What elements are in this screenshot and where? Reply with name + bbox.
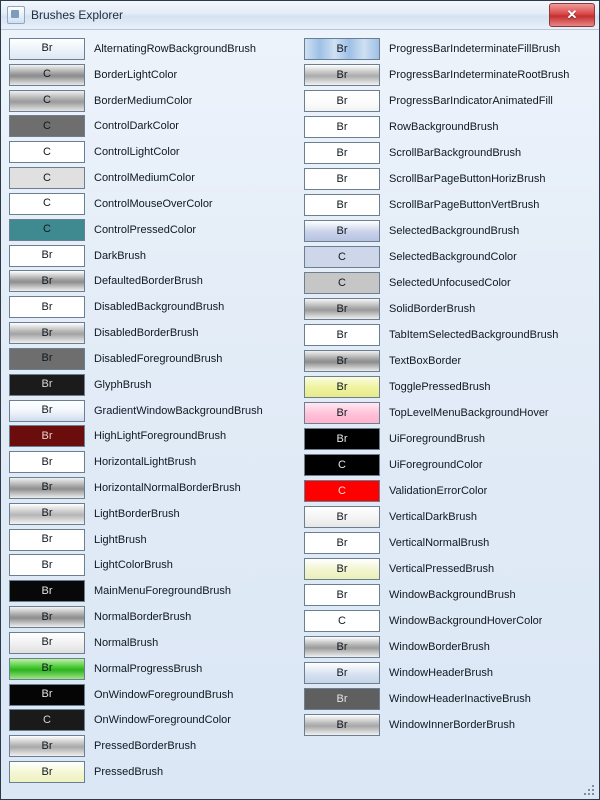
brush-name-label: OnWindowForegroundColor — [94, 714, 231, 727]
brush-row[interactable] — [300, 140, 595, 166]
brush-swatch: Br — [304, 116, 380, 138]
brush-swatch: Br — [304, 376, 380, 398]
brush-name-label: ProgressBarIndeterminateFillBrush — [389, 43, 561, 55]
brush-row[interactable] — [300, 296, 595, 322]
brush-row[interactable] — [300, 36, 595, 62]
brush-name-label: WindowHeaderBrush — [389, 667, 493, 679]
brush-row[interactable] — [5, 398, 300, 424]
brush-name-label: LightColorBrush — [94, 559, 173, 572]
brush-row[interactable] — [5, 372, 300, 398]
brush-row[interactable] — [5, 553, 300, 579]
brush-row[interactable] — [5, 733, 300, 759]
brush-swatch: Br — [304, 402, 380, 424]
brush-name-label: GradientWindowBackgroundBrush — [94, 404, 263, 417]
brush-name-label: DefaultedBorderBrush — [94, 275, 203, 288]
brush-row[interactable] — [5, 320, 300, 346]
brush-swatch: Br — [9, 554, 85, 576]
brush-row[interactable] — [300, 530, 595, 556]
brush-row[interactable] — [300, 686, 595, 712]
brush-name-label: SelectedBackgroundBrush — [389, 225, 520, 237]
brush-name-label: ControlMouseOverColor — [94, 197, 213, 210]
brush-swatch: C — [9, 90, 85, 112]
brush-name-label: NormalProgressBrush — [94, 662, 203, 675]
brush-name-label: WindowBackgroundBrush — [389, 589, 516, 601]
close-button[interactable]: ✕ — [549, 3, 595, 27]
brush-swatch: Br — [304, 662, 380, 684]
brush-swatch: Br — [9, 580, 85, 602]
brush-name-label: UiForegroundColor — [389, 459, 483, 471]
brush-row[interactable] — [5, 294, 300, 320]
brush-row[interactable] — [300, 400, 595, 426]
brush-name-label: PressedBrush — [94, 766, 164, 779]
brush-swatch: C — [9, 219, 85, 241]
brush-name-label: VerticalDarkBrush — [389, 511, 478, 523]
brush-name-label: ControlLightColor — [94, 146, 180, 159]
brush-name-label: GlyphBrush — [94, 378, 152, 391]
brush-swatch: Br — [304, 714, 380, 736]
brush-name-label: ControlDarkColor — [94, 120, 179, 133]
brush-list — [1, 30, 599, 785]
brush-name-label: HorizontalNormalBorderBrush — [94, 481, 241, 494]
brush-swatch: Br — [304, 142, 380, 164]
brush-name-label: DisabledBackgroundBrush — [94, 301, 225, 314]
brush-name-label: VerticalNormalBrush — [389, 537, 490, 549]
brush-row[interactable] — [300, 322, 595, 348]
brush-name-label: LightBorderBrush — [94, 507, 180, 520]
brush-name-label: TextBoxBorder — [389, 355, 462, 367]
brush-swatch: Br — [304, 350, 380, 372]
brush-name-label: DisabledBorderBrush — [94, 327, 199, 340]
brush-name-label: WindowBorderBrush — [389, 641, 490, 653]
brush-swatch: Br — [9, 296, 85, 318]
brush-row[interactable] — [300, 504, 595, 530]
brush-row[interactable] — [300, 374, 595, 400]
brush-name-label: BorderMediumColor — [94, 94, 193, 107]
brush-row[interactable] — [300, 712, 595, 738]
brush-row[interactable] — [300, 244, 595, 270]
brush-row[interactable] — [300, 478, 595, 504]
status-bar — [1, 785, 599, 799]
brush-swatch: Br — [9, 270, 85, 292]
brush-name-label: WindowInnerBorderBrush — [389, 719, 515, 731]
window-title: Brushes Explorer — [31, 8, 124, 22]
title-bar[interactable] — [1, 1, 599, 30]
brush-swatch: C — [304, 454, 380, 476]
brush-swatch: C — [9, 141, 85, 163]
brush-row[interactable] — [5, 88, 300, 114]
brush-name-label: PressedBorderBrush — [94, 740, 197, 753]
resize-grip-icon[interactable] — [584, 785, 596, 797]
brush-row[interactable] — [5, 36, 300, 62]
brush-row[interactable] — [5, 346, 300, 372]
brush-swatch: Br — [9, 245, 85, 267]
brush-swatch: Br — [304, 298, 380, 320]
brush-swatch: Br — [9, 400, 85, 422]
brush-row[interactable] — [5, 62, 300, 88]
brush-row[interactable] — [300, 556, 595, 582]
brush-name-label: ValidationErrorColor — [389, 485, 488, 497]
brush-name-label: ControlMediumColor — [94, 172, 195, 185]
brush-swatch: Br — [304, 532, 380, 554]
brush-swatch: Br — [9, 374, 85, 396]
brush-row[interactable] — [5, 475, 300, 501]
brush-row[interactable] — [5, 501, 300, 527]
brush-name-label: ControlPressedColor — [94, 223, 197, 236]
brush-swatch: Br — [9, 606, 85, 628]
brush-row[interactable] — [5, 449, 300, 475]
brush-name-label: TogglePressedBrush — [389, 381, 491, 393]
brush-row[interactable] — [300, 660, 595, 686]
brush-name-label: ProgressBarIndicatorAnimatedFill — [389, 95, 553, 107]
brush-swatch: Br — [304, 194, 380, 216]
brush-name-label: WindowHeaderInactiveBrush — [389, 693, 531, 705]
brush-name-label: SelectedUnfocusedColor — [389, 277, 511, 289]
brush-swatch: C — [9, 115, 85, 137]
brush-name-label: TabItemSelectedBackgroundBrush — [389, 329, 559, 341]
brush-row[interactable] — [300, 582, 595, 608]
brush-name-label: SelectedBackgroundColor — [389, 251, 517, 263]
brush-swatch: Br — [304, 38, 380, 60]
brush-column-right — [300, 36, 595, 785]
brush-row[interactable] — [5, 708, 300, 734]
brush-row[interactable] — [300, 218, 595, 244]
brush-name-label: NormalBrush — [94, 636, 159, 649]
brush-name-label: ScrollBarPageButtonHorizBrush — [389, 173, 546, 185]
brush-column-left — [5, 36, 300, 785]
brush-name-label: BorderLightColor — [94, 68, 178, 81]
brush-swatch: Br — [304, 688, 380, 710]
brush-swatch: Br — [304, 636, 380, 658]
brush-row[interactable] — [5, 630, 300, 656]
brush-row[interactable] — [300, 348, 595, 374]
brush-name-label: DarkBrush — [94, 249, 146, 262]
brush-swatch: Br — [9, 322, 85, 344]
brush-row[interactable] — [300, 166, 595, 192]
brush-row[interactable] — [5, 268, 300, 294]
brush-name-label: WindowBackgroundHoverColor — [389, 615, 543, 627]
brush-row[interactable] — [300, 192, 595, 218]
brush-row[interactable] — [300, 88, 595, 114]
brush-swatch: C — [9, 709, 85, 731]
brush-swatch: C — [9, 64, 85, 86]
brush-swatch: C — [304, 610, 380, 632]
brush-name-label: VerticalPressedBrush — [389, 563, 495, 575]
brush-name-label: HighLightForegroundBrush — [94, 430, 227, 443]
brush-swatch: Br — [304, 168, 380, 190]
brush-swatch: Br — [9, 38, 85, 60]
brush-swatch: Br — [9, 529, 85, 551]
brush-swatch: Br — [9, 735, 85, 757]
brush-row[interactable] — [5, 682, 300, 708]
brush-row[interactable] — [5, 165, 300, 191]
brush-swatch: Br — [304, 428, 380, 450]
brush-swatch: Br — [304, 584, 380, 606]
brush-row[interactable] — [5, 243, 300, 269]
brush-row[interactable] — [5, 656, 300, 682]
brush-row[interactable] — [5, 604, 300, 630]
brush-swatch: C — [304, 480, 380, 502]
brush-swatch: Br — [9, 477, 85, 499]
brush-row[interactable] — [300, 452, 595, 478]
brush-row[interactable] — [300, 62, 595, 88]
brush-swatch: Br — [9, 684, 85, 706]
brush-swatch: Br — [9, 761, 85, 783]
window-icon — [7, 6, 25, 24]
brush-swatch: Br — [9, 348, 85, 370]
brush-row[interactable] — [300, 608, 595, 634]
brush-row[interactable] — [5, 578, 300, 604]
brush-row[interactable] — [5, 423, 300, 449]
brush-swatch: C — [9, 167, 85, 189]
brush-row[interactable] — [300, 634, 595, 660]
brush-swatch: Br — [304, 324, 380, 346]
brush-row[interactable] — [5, 527, 300, 553]
brush-swatch: C — [304, 272, 380, 294]
brush-swatch: Br — [9, 503, 85, 525]
brush-row[interactable] — [5, 759, 300, 785]
brush-swatch: Br — [304, 64, 380, 86]
brush-swatch: Br — [9, 451, 85, 473]
brush-row[interactable] — [5, 191, 300, 217]
brush-name-label: ScrollBarPageButtonVertBrush — [389, 199, 540, 211]
brush-row[interactable] — [300, 270, 595, 296]
brush-swatch: Br — [9, 425, 85, 447]
brush-name-label: OnWindowForegroundBrush — [94, 688, 234, 701]
brush-name-label: UiForegroundBrush — [389, 433, 485, 445]
brush-swatch: Br — [9, 632, 85, 654]
brush-swatch: Br — [304, 506, 380, 528]
brush-name-label: MainMenuForegroundBrush — [94, 585, 231, 598]
brush-name-label: ScrollBarBackgroundBrush — [389, 147, 522, 159]
brush-name-label: HorizontalLightBrush — [94, 456, 197, 469]
brush-swatch: Br — [304, 558, 380, 580]
brush-row[interactable] — [300, 114, 595, 140]
brush-row[interactable] — [5, 217, 300, 243]
brush-name-label: AlternatingRowBackgroundBrush — [94, 42, 257, 55]
brush-row[interactable] — [300, 426, 595, 452]
brush-name-label: RowBackgroundBrush — [389, 121, 499, 133]
brush-row[interactable] — [5, 139, 300, 165]
brush-swatch: C — [9, 193, 85, 215]
brush-swatch: Br — [304, 90, 380, 112]
brush-row[interactable] — [5, 113, 300, 139]
brush-swatch: C — [304, 246, 380, 268]
brush-name-label: ProgressBarIndeterminateRootBrush — [389, 69, 570, 81]
brush-name-label: TopLevelMenuBackgroundHover — [389, 407, 549, 419]
brush-name-label: SolidBorderBrush — [389, 303, 476, 315]
brush-swatch: Br — [304, 220, 380, 242]
brush-name-label: NormalBorderBrush — [94, 611, 192, 624]
brush-name-label: DisabledForegroundBrush — [94, 352, 223, 365]
brush-swatch: Br — [9, 658, 85, 680]
brush-name-label: LightBrush — [94, 533, 147, 546]
